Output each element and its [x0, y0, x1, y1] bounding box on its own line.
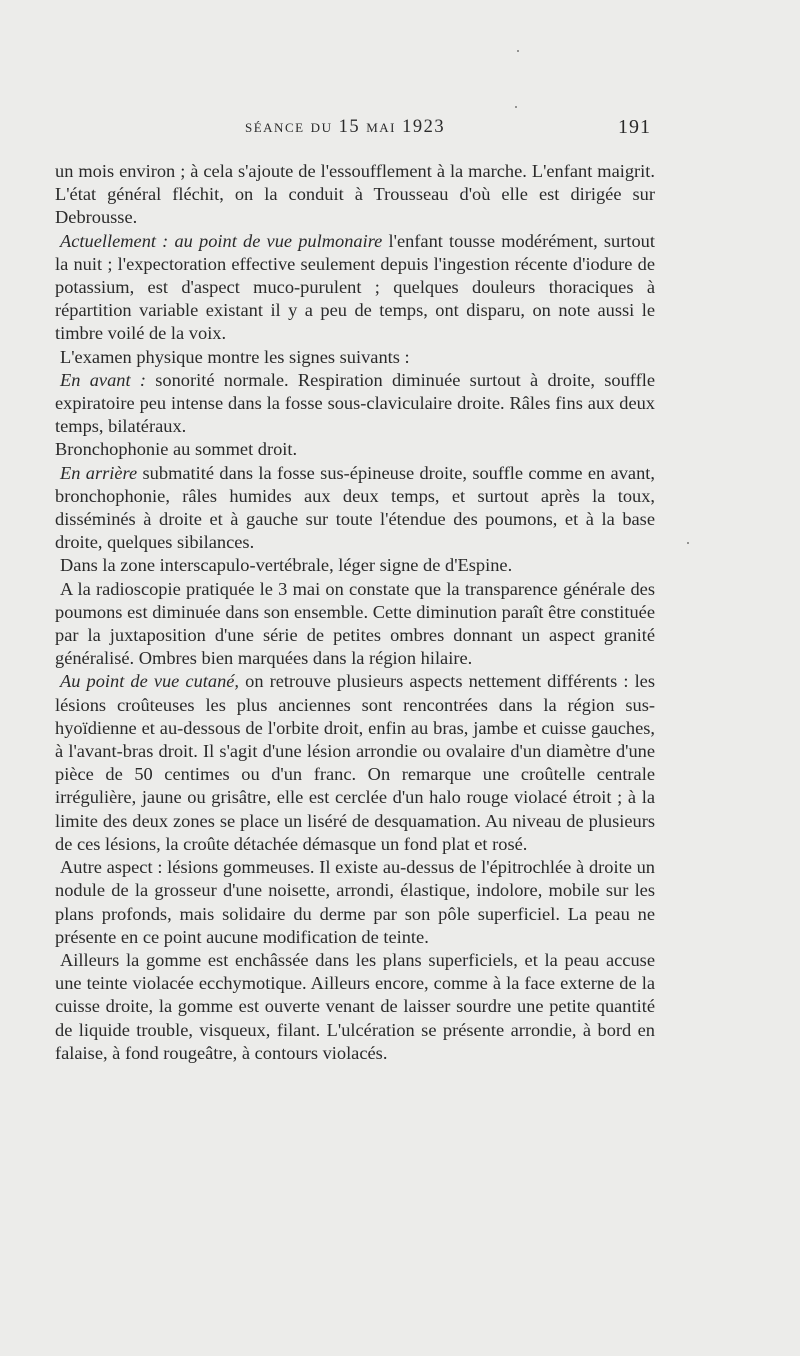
paragraph-text: sonorité normale. Respiration diminuée surtout à droite, souffle expiratoire peu intense dans la fosse sous-claviculaire droite. Râles fins aux deux temps, bilatéraux. [55, 369, 655, 437]
paragraph [55, 856, 655, 949]
paper-speck [687, 542, 689, 544]
paragraph [55, 160, 655, 230]
paper-speck [517, 50, 519, 52]
paragraph [55, 230, 655, 346]
paragraph [55, 670, 655, 856]
paragraph [55, 346, 655, 369]
paragraph [55, 369, 655, 439]
running-head: séance du 15 mai 1923 [245, 117, 446, 137]
paragraph [55, 949, 655, 1065]
paragraph-text: A la radioscopie pratiquée le 3 mai on constate que la transparence générale des poumons est diminuée dans son ensemble. Cette diminution paraît être constituée par la juxtaposition d'une série de petites ombres donnant un aspect granité généralisé. Ombres bien marquées dans la région hilaire. [55, 578, 655, 669]
paragraph-text: Bronchophonie au sommet droit. [55, 439, 298, 460]
paragraph-text: submatité dans la fosse sus-épineuse droite, souffle comme en avant, bronchophonie, râles humides aux deux temps, et surtout après la toux, disséminés à droite et à gauche sur toute l'étendue des poumons, et à la base droite, quelques sibilances. [55, 462, 655, 553]
paragraph [55, 438, 655, 461]
page-header [0, 117, 800, 143]
body-text [55, 160, 655, 1065]
paragraph-lead: Actuellement : au point de vue pulmonaire [60, 230, 383, 251]
paragraph-text: un mois environ ; à cela s'ajoute de l'essoufflement à la marche. L'enfant maigrit. L'état général fléchit, on la conduit à Trousseau d'où elle est dirigée sur Debrousse. [55, 161, 655, 228]
paragraph-text: Autre aspect : lésions gommeuses. Il existe au-dessus de l'épitrochlée à droite un nodule de la grosseur d'une noisette, arrondi, élastique, indolore, mobile sur les plans profonds, mais solidaire du derme par son pôle superficiel. La peau ne présente en ce point aucune modification de teinte. [55, 857, 655, 947]
paragraph-lead: En arrière [60, 462, 138, 483]
paragraph-text: Ailleurs la gomme est enchâssée dans les plans superficiels, et la peau accuse une teinte violacée ecchymotique. Ailleurs encore, comme à la face externe de la cuisse droite, la gomme est ouverte venant de laisser sourdre une petite quantité de liquide trouble, visqueux, filant. L'ulcération se présente arrondie, à bord en falaise, à fond rougeâtre, à contours violacés. [55, 949, 655, 1063]
paragraph-lead: En avant : [60, 369, 146, 390]
paragraph-text: Dans la zone interscapulo-vertébrale, léger signe de d'Espine. [60, 555, 513, 576]
paragraph [55, 462, 655, 555]
paragraph-text: L'examen physique montre les signes suivants : [60, 346, 410, 367]
paragraph-text: l'enfant tousse modérément, surtout la nuit ; l'expectoration effective seulement depuis l'ingestion récente d'iodure de potassium, est d'aspect muco-purulent ; quelques douleurs thoraciques à répartition variable existant il y a peu de temps, ont disparu, on note aussi le timbre voilé de la voix. [55, 230, 655, 344]
paper-speck [515, 106, 517, 108]
page-number: 191 [618, 116, 651, 138]
paragraph-text: on retrouve plusieurs aspects nettement différents : les lésions croûteuses les plus anciennes sont rencontrées dans la région sus-hyoïdienne et au-dessous de l'orbite droit, enfin au bras, jambe et cuisse gauches, à l'avant-bras droit. Il s'agit d'une lésion arrondie ou ovalaire d'un diamètre d'une pièce de 50 centimes ou d'un franc. On remarque une croûtelle centrale irrégulière, jaune ou grisâtre, elle est cerclée d'un halo rouge violacé étroit ; à la limite des deux zones se place un liséré de desquamation. Au niveau de plusieurs de ces lésions, la croûte détachée démasque un fond plat et rosé. [55, 671, 656, 854]
paragraph-lead: Au point de vue cutané, [60, 671, 240, 692]
paragraph [55, 554, 655, 577]
paragraph [55, 578, 655, 671]
